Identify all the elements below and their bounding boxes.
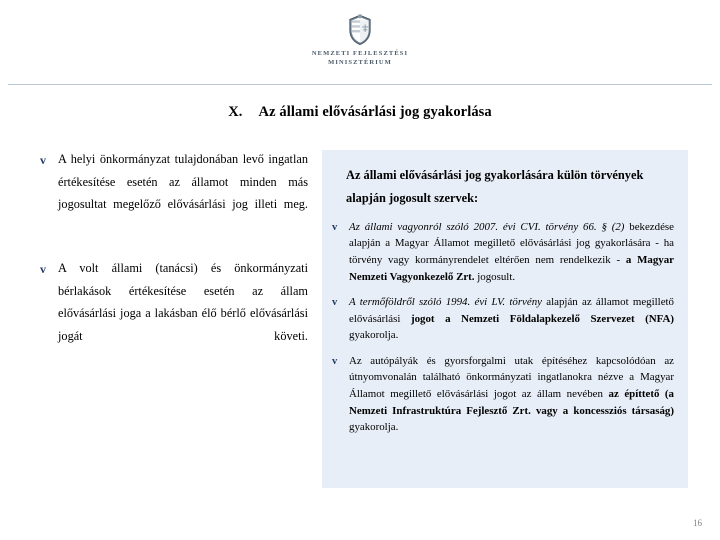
bullet-check-icon: v — [332, 297, 338, 309]
list-item — [40, 257, 308, 371]
hungarian-coat-of-arms-icon — [347, 14, 373, 46]
list-item — [332, 219, 674, 285]
bullet-check-icon: v — [40, 261, 46, 276]
left-paragraph-1: A helyi önkormányzat tulajdonában levő ingatlan értékesítése esetén az államot minden más jogosultat megelőző elővásárlási jog illeti meg. — [58, 152, 308, 212]
bullet-check-icon: v — [332, 221, 338, 233]
page-title-number: X. — [228, 104, 243, 120]
page-title — [0, 104, 720, 121]
panel-paragraph-3: Az autópályák és gyorsforgalmi utak építéséhez kapcsolódóan az útnyomvonalán található önkormányzati ingatlanokra nézve a Magyar Államot megillető elővásárlási jogot az állam nevében az építtető (a Nemzeti Infrastruktúra Fejlesztő Zrt. vagy a koncessziós társaság) gyakorolja. — [349, 354, 674, 434]
list-item — [40, 148, 308, 239]
ministry-name-line2: MINISZTÉRIUM — [328, 59, 392, 67]
panel-paragraph-1: Az állami vagyonról szóló 2007. évi CVI. törvény 66. § (2) bekezdése alapján a Magyar Államot megillető elővásárlási jog gyakorlására - ha törvény vagy kormányrendelet eltérően nem rendelkezik - a Magyar Nemzeti Vagyonkezelő Zrt. jogosult. — [349, 220, 675, 283]
list-item — [332, 353, 674, 436]
bullet-check-icon: v — [332, 355, 338, 367]
left-paragraph-2: A volt állami (tanácsi) és önkormányzati bérlakások értékesítése esetén az állam elővásárlási joga a lakásban élő bérlő elővásárlási jogát követi. — [58, 260, 308, 344]
panel-heading: Az állami elővásárlási jog gyakorlására külön törvények alapján jogosult szervek: — [346, 168, 644, 205]
page-number: 16 — [693, 518, 702, 528]
list-item — [332, 294, 674, 344]
header-divider — [8, 84, 712, 85]
panel-paragraph-2: A termőföldről szóló 1994. évi LV. törvény alapján az államot megillető elővásárlási jogot a Nemzeti Földalapkezelő Szervezet (NFA) gyakorolja. — [349, 296, 674, 342]
right-info-panel — [322, 150, 688, 488]
panel-list — [322, 219, 688, 436]
bullet-check-icon: v — [40, 153, 46, 167]
ministry-name — [312, 49, 408, 68]
left-content-column — [40, 148, 308, 389]
ministry-name-line1: NEMZETI FEJLESZTÉSI — [311, 50, 409, 57]
header-logo — [0, 14, 720, 76]
page-title-text: Az állami elővásárlási jog gyakorlása — [258, 104, 492, 120]
